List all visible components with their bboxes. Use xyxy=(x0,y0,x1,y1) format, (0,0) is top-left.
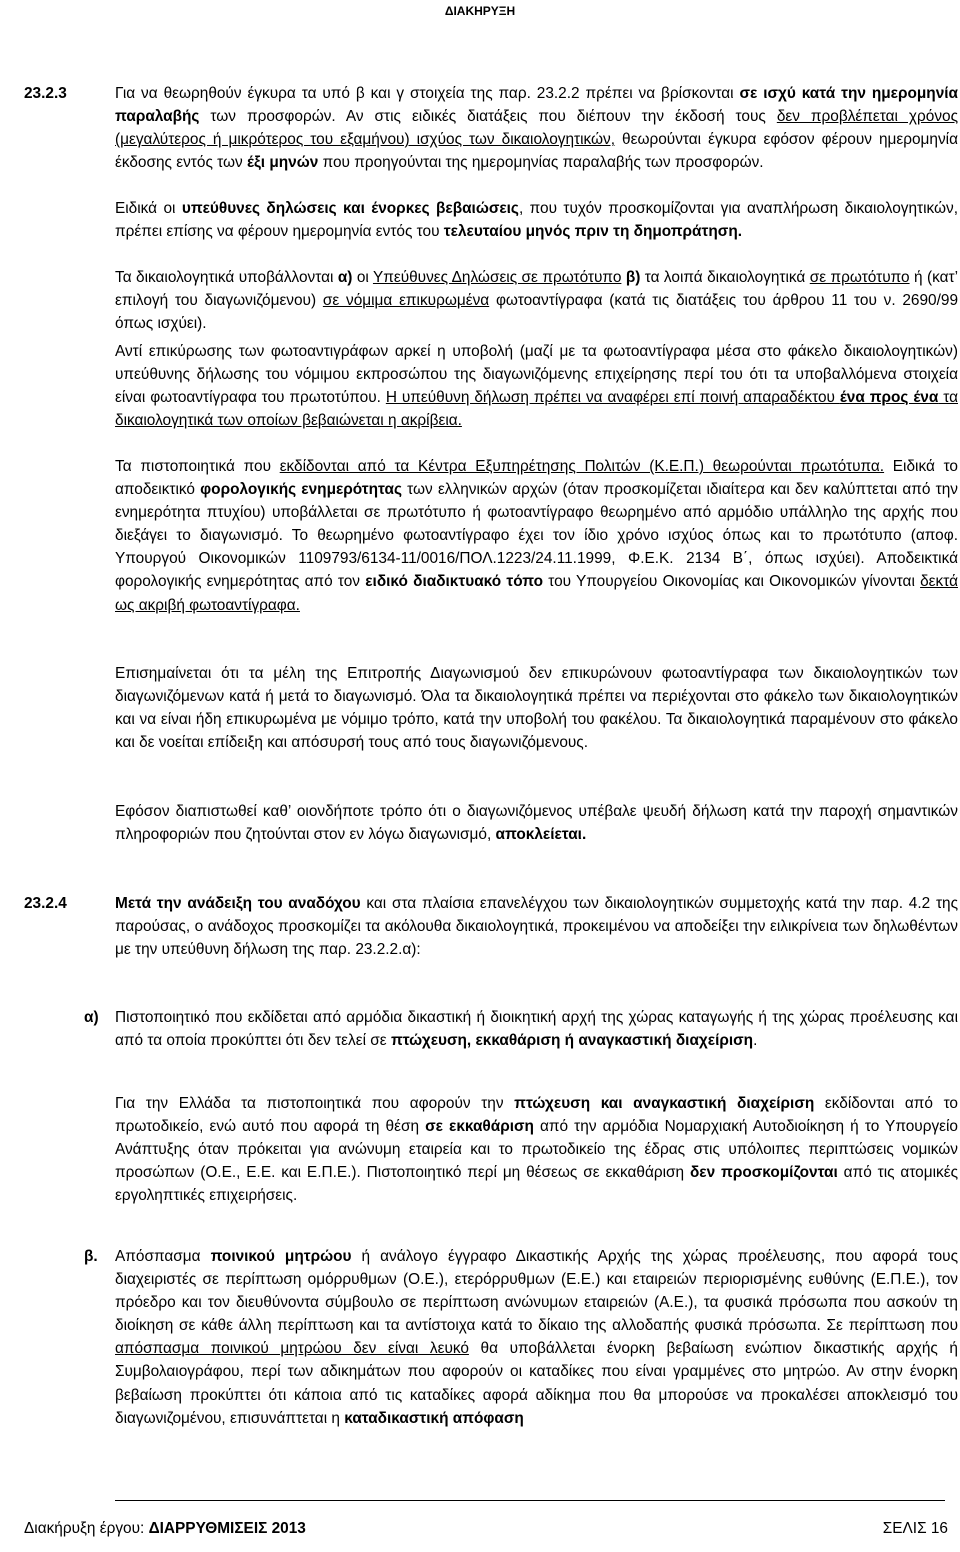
item-a-label: α) xyxy=(84,1009,99,1026)
page-header: ΔΙΑΚΗΡΥΞΗ xyxy=(444,4,516,18)
paragraph-committee-note: Επισημαίνεται ότι τα μέλη της Επιτροπής Διαγωνισμού δεν επικυρώνουν φωτοαντίγραφα των δικαιολογητικών των διαγωνιζόμενων κατά ή μετά το διαγωνισμό. Όλα τα δικαιολογητικά πρέπει να περιέχονται στο φάκελο των δικαιολογητικών και να είναι ήδη επικυρωμένα με νόμιμο τρόπο, κατά την υποβολή του φακέλου. Τα δικαιολογητικά παραμένουν στο φάκελο και δε νοείται επίδειξη και απόσυρσή τους από τους διαγωνιζόμενους. xyxy=(115,665,958,752)
footer-project: Διακήρυξη έργου: ΔΙΑΡΡΥΘΜΙΣΕΙΣ 2013 xyxy=(24,1520,306,1537)
paragraph-certification: Αντί επικύρωσης των φωτοαντιγράφων αρκεί η υποβολή (μαζί με τα φωτοαντίγραφα μέσα στο φάκελο δικαιολογητικών) υπεύθυνης δήλωσης του νόμιμου εκπροσώπου της διαγωνιζόμενης επιχείρησης περί του ότι τα υποβαλλόμενα στοιχεία είναι φωτοαντίγραφα του πρωτοτύπου. Η υπεύθυνη δήλωση πρέπει να αναφέρει επί ποινή απαραδέκτου ένα προς ένα τα δικαιολογητικά των οποίων βεβαιώνεται η ακρίβεια. xyxy=(115,343,958,430)
footer-page-number: ΣΕΛΙΣ 16 xyxy=(882,1520,948,1537)
paragraph-false-declaration: Εφόσον διαπιστωθεί καθ’ οιονδήποτε τρόπο ότι ο διαγωνιζόμενος υπέβαλε ψευδή δήλωση κατά την παροχή σημαντικών πληροφοριών που ζητούνται στον εν λόγω διαγωνισμό, αποκλείεται. xyxy=(115,803,958,844)
paragraph-contractor: Μετά την ανάδειξη του αναδόχου και στα πλαίσια επανελέγχου των δικαιολογητικών συμμετοχής κατά την παρ. 4.2 της παρούσας, ο ανάδοχος προσκομίζει τα ακόλουθα δικαιολογητικά, προκειμένου να αποδείξει την ειλικρίνεια των δηλωθέντων με την υπεύθυνη δήλωση της παρ. 23.2.2.α): xyxy=(115,895,959,959)
item-b-label: β. xyxy=(84,1248,98,1265)
footer-divider xyxy=(115,1500,945,1501)
paragraph-declarations: Ειδικά οι υπεύθυνες δηλώσεις και ένορκες βεβαιώσεις, που τυχόν προσκομίζονται για αναπλήρωση δικαιολογητικών, πρέπει επίσης να φέρουν ημερομηνία εντός του τελευταίου μηνός πριν τη δημοπράτηση. xyxy=(115,200,958,241)
item-a-text: Πιστοποιητικό που εκδίδεται από αρμόδια δικαστική ή διοικητική αρχή της χώρας καταγωγής ή της χώρας προέλευσης και από τα οποία προκύπτει ότι δεν τελεί σε πτώχευση, εκκαθάριση ή αναγκαστική διαχείριση. xyxy=(115,1009,958,1050)
item-b-text: Απόσπασμα ποινικού μητρώου ή ανάλογο έγγραφο Δικαστικής Αρχής της χώρας προέλευσης, που αφορά τους διαχειριστές σε περίπτωση ομόρρυθμων (Ο.Ε.), ετερόρρυθμων (Ε.Ε.) και εταιρειών περιορισμένης ευθύνης (Ε.Π.Ε.), τον πρόεδρο και τον διευθύνοντα σύμβουλο σε περίπτωση ανώνυμων εταιρειών (Α.Ε.), τα φυσικά πρόσωπα που ασκούν τη διοίκηση σε κάθε άλλη περίπτωση και τα αντίστοιχα κατά το δίκαιο της αλλοδαπής φυσικά πρόσωπα. Σε περίπτωση που απόσπασμα ποινικού μητρώου δεν είναι λευκό θα υποβάλλεται ένορκη βεβαίωση ενώπιον δικαστικής αρχής ή Συμβολαιογράφου, περί των αδικημάτων που αφορούν οι καταδίκες που είναι γραμμένες στο μητρώο. Αν στην ένορκη βεβαίωση προκύπτει ότι κάποια από τις καταδίκες αφορά αδίκημα που θα μπορούσε να προκαλέσει αποκλεισμό του διαγωνιζομένου, επισυνάπτεται η καταδικαστική απόφαση xyxy=(115,1248,958,1427)
paragraph-validity: Για να θεωρηθούν έγκυρα τα υπό β και γ στοιχεία της παρ. 23.2.2 πρέπει να βρίσκονται σε ισχύ κατά την ημερομηνία παραλαβής των προσφορών. Αν στις ειδικές διατάξεις που διέπουν την έκδοσή τους δεν προβλέπεται χρόνος (μεγαλύτερος ή μικρότερος του εξαμήνου) ισχύος των δικαιολογητικών, θεωρούνται έγκυρα εφόσον φέρουν ημερομηνία έκδοσης εντός των έξι μηνών που προηγούνται της ημερομηνίας παραλαβής των προσφορών. xyxy=(115,85,958,172)
section-number-23-2-4: 23.2.4 xyxy=(24,895,67,912)
item-a-greece: Για την Ελλάδα τα πιστοποιητικά που αφορούν την πτώχευση και αναγκαστική διαχείριση εκδίδονται από το πρωτοδικείο, ενώ αυτό που αφορά τη θέση σε εκκαθάριση από την αρμόδια Νομαρχιακή Αυτοδιοίκηση ή το Υπουργείο Ανάπτυξης όταν πρόκειται για ανώνυμη εταιρεία και το πρωτοδικείο της έδρας στις υπόλοιπες περιπτώσεις νομικών προσώπων (Ο.Ε., Ε.Ε. και Ε.Π.Ε.). Πιστοποιητικό περί μη θέσεως σε εκκαθάριση δεν προσκομίζονται από τις ατομικές εργοληπτικές επιχειρήσεις. xyxy=(115,1095,959,1205)
paragraph-kep-certificates: Τα πιστοποιητικά που εκδίδονται από τα Κέντρα Εξυπηρέτησης Πολιτών (Κ.Ε.Π.) θεωρούνται πρωτότυπα. Ειδικά το αποδεικτικό φορολογικής ενημερότητας των ελληνικών αρχών (όταν προσκομίζεται ιδιαίτερα και δεν καλύπτεται από την ενημερότητα πτυχίου) υποβάλλεται σε πρωτότυπο ή φωτοαντίγραφο θεωρημένο από αρμόδιο υπάλληλο της αρχής που διεξάγει το διαγωνισμό. Το θεωρημένο φωτοαντίγραφο έχει τον ίδιο χρόνο ισχύος όπως και το πρωτότυπο (αποφ. Υπουργού Οικονομικών 1109793/6134-11/0016/ΠΟΛ.1223/24.11.1999, Φ.Ε.Κ. 2134 Β΄, όπως ισχύει). Αποδεικτικά φορολογικής ενημερότητας από τον ειδικό διαδικτυακό τόπο του Υπουργείου Οικονομίας και Οικονομικών γίνονται δεκτά ως ακριβή φωτοαντίγραφα. xyxy=(115,458,959,614)
section-number-23-2-3: 23.2.3 xyxy=(24,85,67,102)
paragraph-submission: Τα δικαιολογητικά υποβάλλονται α) οι Υπεύθυνες Δηλώσεις σε πρωτότυπο β) τα λοιπά δικαιολογητικά σε πρωτότυπο ή (κατ’ επιλογή του διαγωνιζόμενου) σε νόμιμα επικυρωμένα φωτοαντίγραφα (κατά τις διατάξεις του άρθρου 11 του ν. 2690/99 όπως ισχύει). xyxy=(115,269,958,333)
